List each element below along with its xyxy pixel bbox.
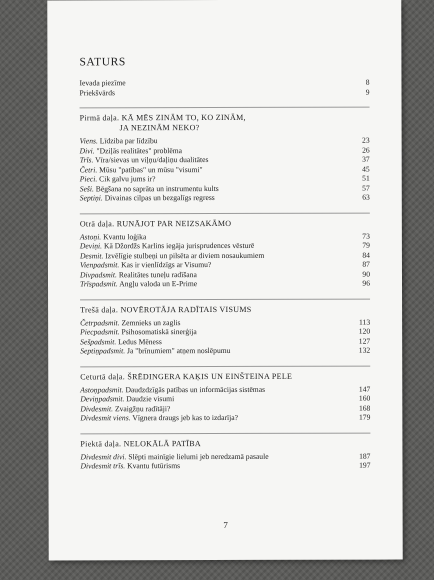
chapter-number: Viens. [79, 136, 98, 146]
toc-entry-title [80, 394, 174, 404]
toc-page-number: 132 [358, 345, 371, 355]
chapter-title: Realitātes tuneļu radīšana [116, 269, 197, 279]
toc-entry-title [80, 318, 180, 328]
part-heading-line: Ceturtā daļa. ŠRĒDINGERA KAĶIS UN EINŠTEINA PELE [80, 371, 293, 381]
chapter-number: Divdesmit trīs. [80, 461, 126, 471]
chapter-title: "Dziļās realitātes" problēma [94, 145, 183, 155]
part-heading [80, 113, 370, 134]
chapter-title: Izvēlīgie stulbeņi un pilsēta ar diviem nosaukumiem [103, 250, 265, 260]
toc-page-number: 57 [362, 183, 370, 193]
chapter-number: Četrpadsmit. [80, 317, 120, 327]
toc-entry [80, 279, 370, 289]
part-heading-line: Piektā daļa. NELOKĀLĀ PATĪBA [80, 438, 201, 448]
toc-entry-title [80, 260, 211, 270]
toc-page-number: 51 [362, 173, 370, 183]
part-heading [80, 438, 370, 449]
part-heading-line: Pirmā daļa. KĀ MĒS ZINĀM TO, KO ZINĀM, [79, 112, 246, 123]
chapter-title: Kā Džordžs Karlins iegāja jurisprudences vēsturē [102, 240, 255, 251]
chapter-number: Divdesmit divi. [80, 451, 127, 461]
page-content [79, 0, 370, 560]
chapter-number: Vienpadsmit. [79, 260, 120, 270]
toc-entry-title [80, 270, 197, 280]
chapter-title: Kvantu futūrisms [125, 461, 181, 471]
toc-page-number: 120 [358, 326, 371, 336]
chapter-title: Ievada piezīme [79, 78, 126, 88]
toc-entry [79, 87, 369, 97]
toc-entry-title [80, 346, 230, 356]
chapter-title: Psihosomatiskā sinerģija [119, 327, 197, 337]
chapter-title: Cik galvu jums ir? [97, 174, 156, 184]
toc-page-number: 160 [358, 393, 371, 403]
section-divider [80, 212, 370, 214]
chapter-number: Astoņpadsmit. [80, 384, 124, 394]
chapter-number: Trīs. [79, 155, 94, 165]
chapter-title: Divainas cilpas un bezgalīgs regress [102, 193, 215, 203]
chapter-number: Septiņi. [79, 193, 103, 203]
part-heading-line-2: JA NEZINĀM NEKO? [119, 123, 200, 133]
section-divider [80, 432, 370, 434]
section-divider [80, 107, 370, 109]
toc-entry-title [80, 165, 203, 175]
chapter-title: Zvaigžņu radītāji? [113, 403, 171, 413]
chapter-title: Priekšvārds [79, 87, 115, 97]
toc-entry-title [80, 155, 209, 165]
toc-page-number: 187 [359, 451, 371, 461]
chapter-title: Vīgnera draugs jeb kas to izdarīja? [130, 412, 238, 423]
toc-page-number: 96 [362, 278, 371, 288]
chapter-title: Ja "brīnumiem" atņem noslēpumu [125, 345, 231, 356]
chapter-title: Angļu valoda un E-Prime [117, 279, 198, 289]
chapter-number: Piecpadsmit. [80, 327, 120, 337]
toc-entry-title [80, 193, 215, 203]
toc-page-number: 73 [362, 231, 370, 241]
toc-entries [79, 78, 370, 471]
chapter-title: Mūsu "patības" un mūsu "visumi" [97, 164, 203, 174]
toc-entry [80, 461, 370, 471]
part-heading [80, 371, 370, 382]
part-heading-line: Trešā daļa. NOVĒROTĀJA RADĪTAIS VISUMS [80, 304, 252, 314]
toc-page-number: 147 [358, 384, 371, 394]
toc-page-number: 79 [362, 240, 370, 250]
chapter-number: Sešpadsmit. [80, 336, 117, 346]
toc-entry-title [80, 174, 156, 184]
chapter-number: Astoņi. [79, 231, 102, 241]
toc-entry-title [79, 88, 114, 98]
chapter-title: Ledus Mēness [116, 336, 162, 346]
chapter-number: Divi. [79, 145, 95, 155]
chapter-title: Kas ir vienlīdzīgs ar Visumu? [119, 260, 212, 270]
toc-page-number: 9 [365, 87, 370, 97]
toc-entry-title [80, 413, 238, 423]
toc-page-number: 23 [362, 135, 370, 145]
toc-page-number: 63 [362, 192, 370, 202]
toc-entry-title [80, 461, 180, 471]
chapter-title: Daudzie visumi [124, 394, 175, 404]
chapter-number: Divpadsmit. [79, 269, 117, 279]
chapter-title: Bēgšana no saprāta un instrumentu kults [93, 183, 219, 193]
chapter-number: Septiņpadsmit. [80, 346, 126, 356]
chapter-title: Slēpti mainīgie lielumi jeb neredzamā pasaule [126, 451, 269, 461]
chapter-title: Kvantu loģika [101, 231, 147, 241]
page-number: 7 [223, 519, 228, 531]
toc-page-number: 84 [362, 250, 370, 260]
chapter-number: Seši. [79, 183, 94, 193]
chapter-number: Trīspadsmit. [79, 279, 118, 289]
part-heading [80, 304, 370, 315]
toc-entry-title [80, 451, 268, 461]
book-page [47, 0, 402, 560]
toc-entry-title [80, 327, 197, 337]
toc-page-number: 179 [358, 412, 371, 422]
toc-entry-title [80, 146, 182, 156]
toc-page-number: 37 [362, 154, 370, 164]
toc-entry-title [80, 241, 254, 251]
chapter-title: Līdziba par līdzību [97, 136, 158, 146]
toc-page-number: 168 [358, 403, 371, 413]
toc-entry [80, 346, 370, 356]
toc-entry-title [80, 184, 219, 194]
chapter-title: Zemnieks un zaglis [119, 317, 181, 327]
part-heading-line: Otrā daļa. RUNĀJOT PAR NEIZSAKĀMO [79, 218, 232, 228]
chapter-number: Deviņi. [79, 241, 103, 251]
chapter-number: Divdesmit viens. [80, 413, 131, 423]
toc-page-number: 113 [358, 317, 371, 327]
chapter-number: Deviņpadsmit. [80, 394, 125, 404]
toc-entry-title [80, 337, 162, 347]
toc-page-number: 87 [362, 259, 370, 269]
chapter-title: Vīra/sievas un viļņu/daļiņu dualitātes [93, 155, 209, 165]
toc-entry [80, 193, 370, 203]
toc-page-number: 197 [359, 460, 371, 470]
section-divider [80, 298, 370, 300]
toc-entry-title [80, 404, 170, 414]
chapter-number: Pieci. [79, 174, 98, 184]
chapter-number: Divdesmit. [80, 403, 114, 413]
toc-entry [80, 413, 370, 423]
toc-title: SATURS [79, 56, 126, 69]
toc-page-number: 127 [358, 336, 371, 346]
part-heading [80, 218, 370, 229]
toc-page-number: 26 [362, 145, 370, 155]
toc-entry-title [80, 232, 146, 242]
toc-entry-title [80, 136, 158, 146]
toc-entry-title [80, 250, 264, 260]
toc-page-number: 90 [362, 269, 370, 279]
toc-entry-title [79, 78, 125, 88]
chapter-number: Četri. [79, 164, 98, 174]
toc-page-number: 45 [362, 164, 370, 174]
chapter-number: Desmit. [79, 250, 104, 260]
toc-page-number: 8 [365, 77, 370, 87]
chapter-title: Daudzdzīgās patības un informācijas sistēmas [123, 384, 266, 394]
toc-entry-title [80, 384, 265, 394]
toc-entry-title [80, 279, 197, 289]
section-divider [80, 365, 370, 367]
